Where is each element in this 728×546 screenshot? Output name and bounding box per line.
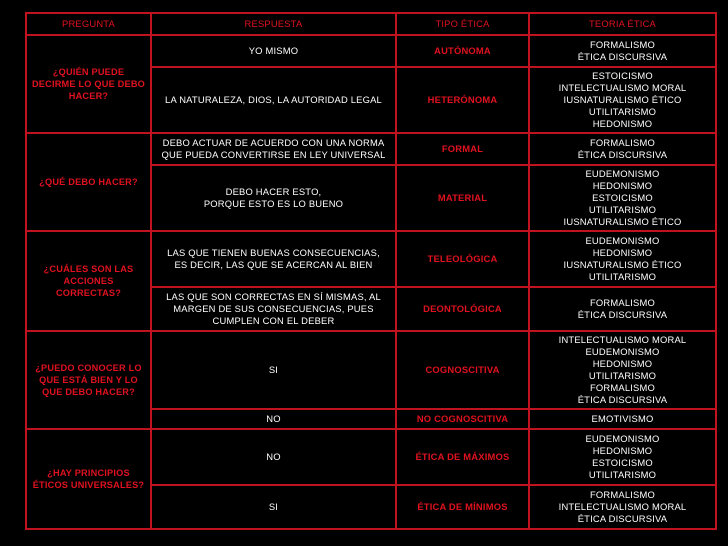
theory-line: EUDEMONISMO bbox=[585, 168, 660, 179]
theory-line: FORMALISMO bbox=[589, 382, 656, 393]
theory-line: FORMALISMO bbox=[589, 137, 656, 148]
question-line: DECIRME LO QUE DEBO bbox=[31, 79, 146, 89]
answer-line: QUE PUEDA CONVERTIRSE EN LEY UNIVERSAL bbox=[161, 149, 386, 160]
theory-line: ÉTICA DISCURSIVA bbox=[577, 394, 668, 405]
answer-cell bbox=[151, 485, 396, 529]
ethics-table bbox=[25, 12, 717, 530]
table-row bbox=[26, 133, 716, 165]
ethics-theory-cell bbox=[529, 165, 716, 231]
answer-line: LAS QUE TIENEN BUENAS CONSECUENCIAS, bbox=[167, 247, 380, 258]
ethics-theory-cell bbox=[529, 35, 716, 67]
answer-line: SI bbox=[268, 501, 279, 512]
answer-line: CUMPLEN CON EL DEBER bbox=[212, 315, 335, 326]
ethics-type-cell: ÉTICA DE MÁXIMOS bbox=[396, 429, 529, 485]
ethics-theory-cell bbox=[529, 429, 716, 485]
answer-cell bbox=[151, 165, 396, 231]
theory-line: ESTOICISMO bbox=[592, 70, 653, 81]
question-line: ACCIONES bbox=[63, 276, 114, 286]
theory-line: HEDONISMO bbox=[592, 118, 653, 129]
theory-line: UTILITARISMO bbox=[588, 106, 657, 117]
theory-line: ÉTICA DISCURSIVA bbox=[577, 51, 668, 62]
theory-line: EMOTIVISMO bbox=[591, 413, 654, 424]
answer-cell bbox=[151, 287, 396, 331]
question-line: ÉTICOS UNIVERSALES? bbox=[32, 480, 145, 490]
header-teoria-etica: TEORIA ÉTICA bbox=[529, 13, 716, 35]
theory-line: HEDONISMO bbox=[592, 445, 653, 456]
theory-line: HEDONISMO bbox=[592, 180, 653, 191]
answer-line: ES DECIR, LAS QUE SE ACERCAN AL BIEN bbox=[174, 259, 373, 270]
ethics-type-cell: MATERIAL bbox=[396, 165, 529, 231]
header-row bbox=[26, 13, 716, 35]
theory-line: UTILITARISMO bbox=[588, 370, 657, 381]
theory-line: INTELECTUALISMO MORAL bbox=[558, 501, 687, 512]
theory-line: EUDEMONISMO bbox=[585, 433, 660, 444]
answer-line: YO MISMO bbox=[248, 45, 299, 56]
theory-line: ÉTICA DISCURSIVA bbox=[577, 309, 668, 320]
theory-line: IUSNATURALISMO ÉTICO bbox=[563, 94, 682, 105]
question-line: CORRECTAS? bbox=[55, 288, 122, 298]
theory-line: HEDONISMO bbox=[592, 247, 653, 258]
theory-line: UTILITARISMO bbox=[588, 271, 657, 282]
theory-line: UTILITARISMO bbox=[588, 469, 657, 480]
ethics-type-cell: ÉTICA DE MÍNIMOS bbox=[396, 485, 529, 529]
ethics-theory-cell bbox=[529, 485, 716, 529]
question-line: ¿QUIÉN PUEDE bbox=[52, 67, 125, 77]
theory-line: IUSNATURALISMO ÉTICO bbox=[563, 216, 682, 227]
theory-line: ESTOICISMO bbox=[592, 192, 653, 203]
question-line: QUE ESTÁ BIEN Y LO bbox=[39, 375, 138, 385]
answer-line: LAS QUE SON CORRECTAS EN SÍ MISMAS, AL bbox=[166, 291, 381, 302]
question-line: ¿CUÁLES SON LAS bbox=[43, 264, 134, 274]
ethics-type-cell: NO COGNOSCITIVA bbox=[396, 409, 529, 429]
answer-cell bbox=[151, 409, 396, 429]
answer-cell bbox=[151, 67, 396, 133]
answer-cell bbox=[151, 429, 396, 485]
question-cell bbox=[26, 231, 151, 331]
ethics-type-cell: COGNOSCITIVA bbox=[396, 331, 529, 409]
theory-line: ÉTICA DISCURSIVA bbox=[577, 513, 668, 524]
answer-line: NO bbox=[266, 413, 281, 424]
ethics-theory-cell bbox=[529, 67, 716, 133]
ethics-type-cell: HETERÓNOMA bbox=[396, 67, 529, 133]
theory-line: ESTOICISMO bbox=[592, 457, 653, 468]
question-line: QUE DEBO HACER? bbox=[42, 387, 135, 397]
ethics-theory-cell bbox=[529, 231, 716, 287]
question-line: ¿PUEDO CONOCER LO bbox=[35, 363, 142, 373]
theory-line: ÉTICA DISCURSIVA bbox=[577, 149, 668, 160]
answer-line: MARGEN DE SUS CONSECUENCIAS, PUES bbox=[173, 303, 374, 314]
theory-line: INTELECTUALISMO MORAL bbox=[558, 334, 687, 345]
ethics-theory-cell bbox=[529, 331, 716, 409]
question-line: ¿QUÉ DEBO HACER? bbox=[39, 177, 138, 187]
answer-line: PORQUE ESTO ES LO BUENO bbox=[203, 198, 344, 209]
table-row bbox=[26, 231, 716, 287]
ethics-theory-cell bbox=[529, 133, 716, 165]
answer-cell bbox=[151, 331, 396, 409]
header-pregunta: PREGUNTA bbox=[26, 13, 151, 35]
theory-line: EUDEMONISMO bbox=[585, 346, 660, 357]
answer-cell bbox=[151, 133, 396, 165]
ethics-table-container bbox=[25, 12, 715, 530]
table-row bbox=[26, 331, 716, 409]
header-tipo-etica: TIPO ÉTICA bbox=[396, 13, 529, 35]
question-cell bbox=[26, 331, 151, 429]
answer-line: NO bbox=[266, 451, 281, 462]
answer-line: DEBO HACER ESTO, bbox=[225, 186, 322, 197]
question-cell bbox=[26, 429, 151, 529]
theory-line: INTELECTUALISMO MORAL bbox=[558, 82, 687, 93]
question-cell bbox=[26, 35, 151, 133]
theory-line: FORMALISMO bbox=[589, 297, 656, 308]
answer-line: DEBO ACTUAR DE ACUERDO CON UNA NORMA bbox=[162, 137, 385, 148]
header-respuesta: RESPUESTA bbox=[151, 13, 396, 35]
theory-line: IUSNATURALISMO ÉTICO bbox=[563, 259, 682, 270]
answer-line: LA NATURALEZA, DIOS, LA AUTORIDAD LEGAL bbox=[165, 94, 382, 105]
theory-line: HEDONISMO bbox=[592, 358, 653, 369]
theory-line: UTILITARISMO bbox=[588, 204, 657, 215]
table-row bbox=[26, 35, 716, 67]
ethics-theory-cell bbox=[529, 409, 716, 429]
theory-line: EUDEMONISMO bbox=[585, 235, 660, 246]
question-cell bbox=[26, 133, 151, 231]
ethics-type-cell: AUTÓNOMA bbox=[396, 35, 529, 67]
ethics-type-cell: FORMAL bbox=[396, 133, 529, 165]
table-row bbox=[26, 429, 716, 485]
ethics-type-cell: DEONTOLÓGICA bbox=[396, 287, 529, 331]
answer-cell bbox=[151, 231, 396, 287]
question-line: ¿HAY PRINCIPIOS bbox=[47, 468, 130, 478]
ethics-theory-cell bbox=[529, 287, 716, 331]
answer-cell bbox=[151, 35, 396, 67]
theory-line: FORMALISMO bbox=[589, 39, 656, 50]
question-line: HACER? bbox=[68, 91, 109, 101]
answer-line: SI bbox=[268, 364, 279, 375]
ethics-type-cell: TELEOLÓGICA bbox=[396, 231, 529, 287]
theory-line: FORMALISMO bbox=[589, 489, 656, 500]
